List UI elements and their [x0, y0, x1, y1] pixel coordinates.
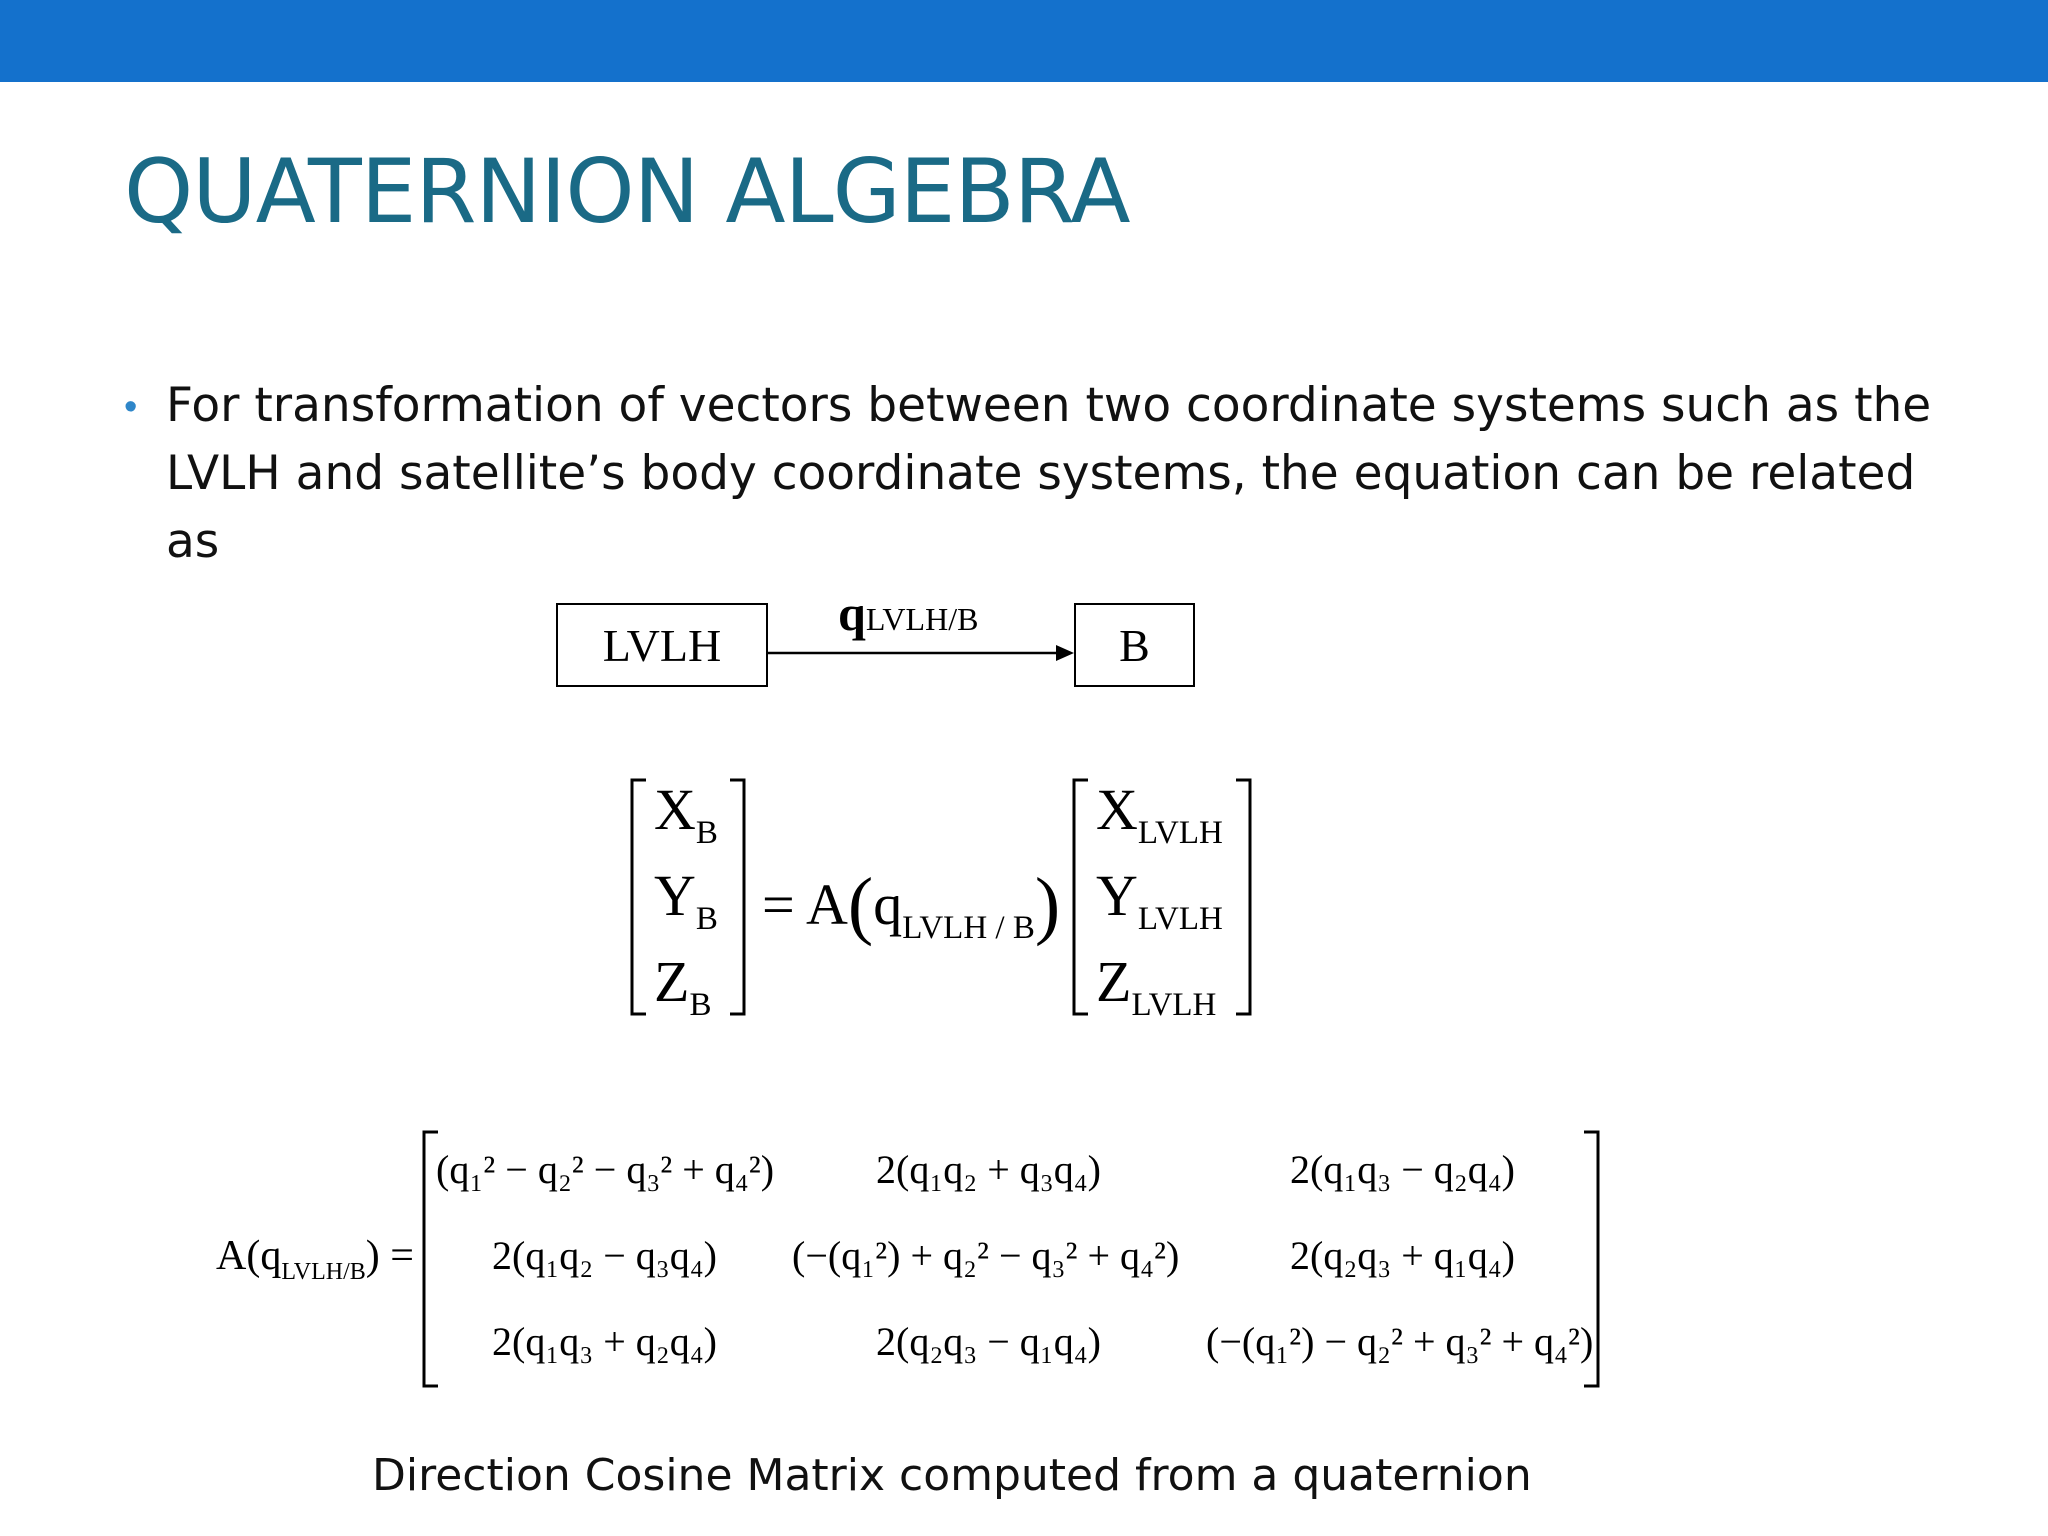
rhs-z-sub: LVLH [1131, 987, 1217, 1023]
dcm-cell-r1c2: 2(q₁q₂ + q₃q₄) [876, 1147, 1101, 1192]
lhs-vector-entry [654, 948, 711, 1024]
lhs-y-base: Y [654, 863, 696, 928]
rhs-y-base: Y [1096, 863, 1138, 928]
dcm-cell-r3c2: 2(q₂q₃ − q₁q₄) [876, 1319, 1101, 1364]
right-vector-bracket-open [1070, 778, 1090, 1016]
lhs-z-sub: B [689, 987, 712, 1023]
rhs-y-sub: LVLH [1137, 901, 1223, 937]
lvlh-frame-label: LVLH [602, 619, 722, 671]
lhs-x-base: X [654, 777, 696, 842]
dcm-cell-r2c2: (−(q₁²) + q₂² − q₃² + q₄²) [792, 1233, 1180, 1278]
dcm-lhs-suffix: ) = [365, 1233, 414, 1279]
arrow-q-subscript: LVLH/B [865, 601, 979, 637]
dcm-cell-r3c3: (−(q₁²) − q₂² + q₃² + q₄²) [1206, 1319, 1594, 1364]
dcm-cell-r1c1: (q₁² − q₂² − q₃² + q₄²) [436, 1147, 775, 1192]
bullet-dot-icon: • [124, 386, 138, 428]
body-frame-box [1074, 603, 1195, 687]
dcm-lhs-subscript: LVLH/B [281, 1259, 366, 1285]
rotation-operator: = $A(q_{LVLH / B})$ [762, 863, 1061, 947]
dcm-cell-r2c1: 2(q₁q₂ − q₃q₄) [492, 1233, 717, 1278]
lhs-vector-entry [654, 862, 718, 938]
dcm-cell-r2c3: 2(q₂q₃ + q₁q₄) [1290, 1233, 1515, 1278]
lhs-vector-entry [654, 776, 718, 852]
rhs-vector-entry [1096, 776, 1223, 852]
dcm-caption: Direction Cosine Matrix computed from a quaternion [372, 1450, 1532, 1501]
dcm-lhs-prefix: A(q [216, 1233, 282, 1279]
right-vector-bracket-close [1234, 778, 1254, 1016]
dcm-bracket-close [1582, 1130, 1602, 1388]
lvlh-frame-box [556, 603, 768, 687]
rhs-x-sub: LVLH [1137, 815, 1223, 851]
bullet-text: For transformation of vectors between two coordinate systems such as the LVLH and satellite’s body coordinate systems, the equation can be related as [166, 378, 1932, 569]
rhs-vector-entry [1096, 862, 1223, 938]
operator-q-subscript: LVLH / B [902, 910, 1035, 946]
dcm-lhs [216, 1232, 414, 1286]
body-frame-label: B [1119, 619, 1150, 671]
lhs-x-sub: B [695, 815, 718, 851]
left-vector-bracket-close [728, 778, 748, 1016]
lhs-y-sub: B [695, 901, 718, 937]
equals-a-symbol: = A [762, 872, 848, 937]
rhs-z-base: Z [1096, 949, 1132, 1014]
dcm-cell-r3c1: 2(q₁q₃ + q₂q₄) [492, 1319, 717, 1364]
operator-q-symbol: q [873, 872, 903, 937]
slide-title: QUATERNION ALGEBRA [124, 140, 1130, 243]
dcm-cell-r1c3: 2(q₁q₃ − q₂q₄) [1290, 1147, 1515, 1192]
lhs-z-base: Z [654, 949, 690, 1014]
top-bar [0, 0, 2048, 82]
rhs-x-base: X [1096, 777, 1138, 842]
arrow-quaternion-label [838, 584, 978, 642]
rhs-vector-entry [1096, 948, 1216, 1024]
left-vector-bracket-open [628, 778, 648, 1016]
arrow-q-symbol: q [838, 585, 866, 641]
